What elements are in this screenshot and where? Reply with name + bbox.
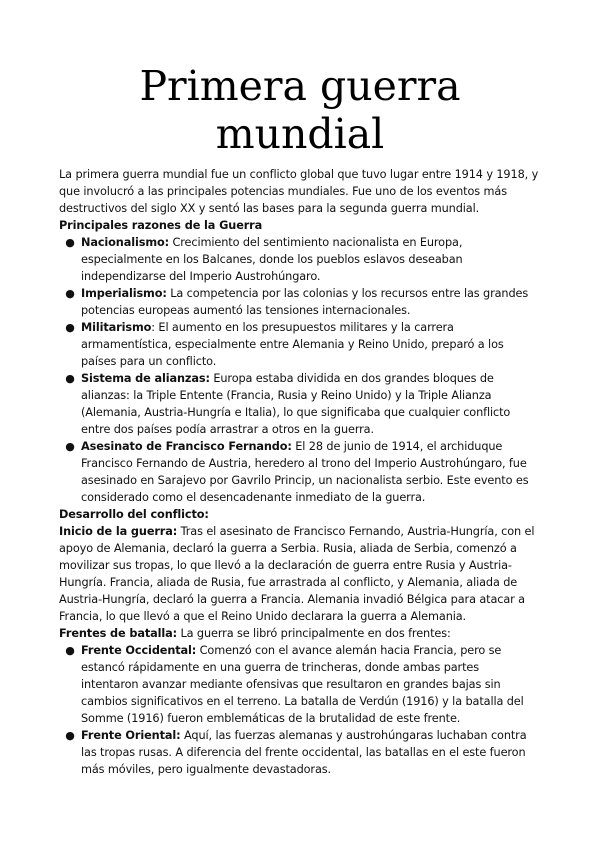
item-text: El 28 de junio de 1914, el archiduque Francisco Fernando de Austria, heredero al trono del Imperio Austrohúngaro, fue asesinado en Sarajevo por Gavrilo Princip, un nacionalista serbio. Este evento es considerado como el desencadenante inmediato de la guerra. bbox=[81, 440, 529, 504]
start-paragraph: Inicio de la guerra: Tras el asesinato de Francisco Fernando, Austria-Hungría, con el apoyo de Alemania, declaró la guerra a Serbia. Rusia, aliada de Serbia, comenzó a movilizar sus tropas, lo que llevó a la declaración de guerra entre Rusia y Austria-Hungría. Francia, aliada de Rusia, fue arrastrada al conflicto, y Alemania, aliada de Austria-Hungría, declaró la guerra a Francia. Alemania invadió Bélgica para atacar a Francia, lo que llevó a que el Reino Unido declarara la guerra a Alemania. bbox=[59, 525, 535, 623]
reasons-list bbox=[59, 234, 539, 506]
list-item bbox=[65, 234, 539, 285]
item-text: Comenzó con el avance alemán hacia Francia, pero se estancó rápidamente en una guerra de trincheras, donde ambas partes intentaron avanzar mediante ofensivas que resultaron en grandes bajas sin cambios significativos en el terreno. La batalla de Verdún (1916) y la batalla del Somme (1916) fueron emblemáticas de la brutalidad de este frente. bbox=[81, 644, 524, 725]
bullet-icon: ● bbox=[65, 372, 75, 385]
item-label: Frente Oriental: bbox=[81, 729, 181, 742]
bullet-icon: ● bbox=[65, 729, 75, 742]
item-text: La competencia por las colonias y los recursos entre las grandes potencias europeas aumentó las tensiones internacionales. bbox=[81, 287, 529, 317]
document-body bbox=[59, 166, 539, 778]
item-text: : El aumento en los presupuestos militares y la carrera armamentística, especialmente entre Alemania y Reino Unido, preparó a los países para un conflicto. bbox=[81, 321, 504, 368]
fronts-paragraph: Frentes de batalla: La guerra se libró principalmente en dos frentes: bbox=[59, 627, 451, 640]
item-label: Militarismo bbox=[81, 321, 152, 334]
list-item bbox=[65, 438, 539, 506]
bullet-icon: ● bbox=[65, 236, 75, 249]
list-item bbox=[65, 319, 539, 370]
bullet-icon: ● bbox=[65, 644, 75, 657]
item-label: Sistema de alianzas: bbox=[81, 372, 210, 385]
bullet-icon: ● bbox=[65, 440, 75, 453]
list-item bbox=[65, 727, 539, 778]
item-label: Nacionalismo: bbox=[81, 236, 170, 249]
item-label: Imperialismo: bbox=[81, 287, 167, 300]
item-text: Crecimiento del sentimiento nacionalista en Europa, especialmente en los Balcanes, donde los pueblos eslavos deseaban independizarse del Imperio Austrohúngaro. bbox=[81, 236, 463, 283]
reasons-heading: Principales razones de la Guerra bbox=[59, 219, 263, 232]
list-item bbox=[65, 370, 539, 438]
intro-paragraph: La primera guerra mundial fue un conflicto global que tuvo lugar entre 1914 y 1918, y que involucró a las principales potencias mundiales. Fue uno de los eventos más destructivos del siglo XX y sentó las bases para la segunda guerra mundial. bbox=[59, 168, 539, 215]
bullet-icon: ● bbox=[65, 321, 75, 334]
item-label: Asesinato de Francisco Fernando: bbox=[81, 440, 292, 453]
item-label: Frente Occidental: bbox=[81, 644, 197, 657]
bullet-icon: ● bbox=[65, 287, 75, 300]
page-title: Primera guerra mundial bbox=[139, 62, 461, 158]
development-heading: Desarrollo del conflicto: bbox=[59, 508, 209, 521]
fronts-list bbox=[59, 642, 539, 778]
list-item bbox=[65, 642, 539, 727]
item-text: Europa estaba dividida en dos grandes bloques de alianzas: la Triple Entente (Francia, Rusia y Reino Unido) y la Triple Alianza (Alemania, Austria-Hungría e Italia), lo que significaba que cualquier conflicto entre dos países podía arrastrar a otros en la guerra. bbox=[81, 372, 511, 436]
item-text: Aquí, las fuerzas alemanas y austrohúngaras luchaban contra las tropas rusas. A diferencia del frente occidental, las batallas en el este fueron más móviles, pero igualmente devastadoras. bbox=[81, 729, 527, 776]
list-item bbox=[65, 285, 539, 319]
